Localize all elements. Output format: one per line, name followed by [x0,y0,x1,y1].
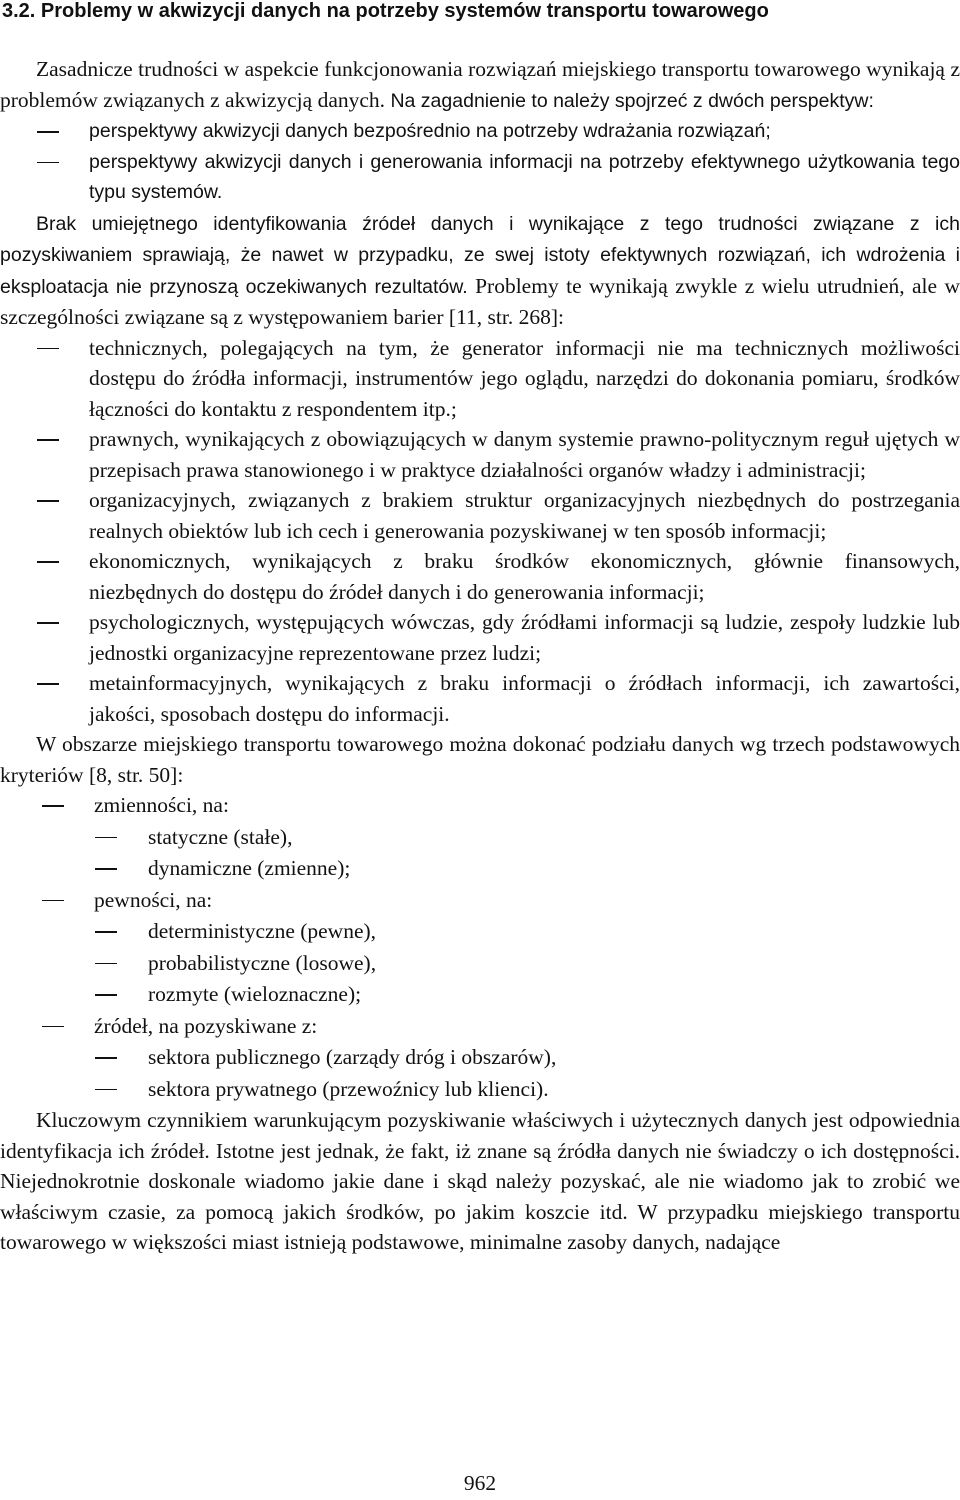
perspective-item: perspektywy akwizycji danych i generowania informacji na potrzeby efektywnego użytkowania tego typu systemów. [0,147,960,208]
criterion-label: zmienności, na: [94,793,229,817]
page-number: 962 [463,1471,497,1495]
intro-serif-text: Zasadnicze trudności w aspekcie funkcjonowania rozwiązań miejskiego transportu towarowego wynikają z problemów związanych z akwizycją danych. [0,57,960,112]
criterion-sublist [0,1042,960,1105]
criterion-item [0,790,960,822]
barriers-sans-text: Brak umiejętnego identyfikowania źródeł danych i wynikające z tego trudności związane z ich pozyskiwaniem sprawiają, że nawet w przypadku, ze swej istoty efektywnych rozwiązań, ich wdrożenia i eksploatacja nie przynoszą oczekiwanych rezultatów. [0,212,960,298]
barriers-paragraph [0,208,960,333]
barrier-item: prawnych, wynikających z obowiązujących w danym systemie prawno-politycznym reguł ujętych w przepisach prawa stanowionego i w praktyce działalności organów władzy i administracji; [0,424,960,485]
barrier-item: organizacyjnych, związanych z brakiem struktur organizacyjnych niezbędnych do postrzegania realnych obiektów lub ich cech i generowania pozyskiwanej w ten sposób informacji; [0,485,960,546]
criteria-intro-paragraph: W obszarze miejskiego transportu towarowego można dokonać podziału danych wg trzech podstawowych kryteriów [8, str. 50]: [0,732,960,787]
perspectives-list [0,116,960,208]
closing-paragraph: Kluczowym czynnikiem warunkującym pozyskiwanie właściwych i użytecznych danych jest odpowiednia identyfikacja ich źródeł. Istotne jest jednak, że fakt, iż znane są źródła danych nie świadczy o ich dostępności. Niejednokrotnie doskonale wiadomo jakie dane i skąd należy pozyskać, ale nie wiadomo jak to zrobić we właściwym czasie, za pomocą jakich środków, po jakim koszcie itd. W przypadku miejskiego transportu towarowego w większości miast istnieją podstawowe, minimalne zasoby danych, nadające [0,1108,960,1254]
barrier-item: technicznych, polegających na tym, że generator informacji nie ma technicznych możliwości dostępu do źródła informacji, instrumentów jego oglądu, narzędzi do dokonania pomiaru, środków łączności do kontaktu z respondentem itp.; [0,333,960,425]
barrier-item: ekonomicznych, wynikających z braku środków ekonomicznych, głównie finansowych, niezbędnych do dostępu do źródeł danych i do generowania informacji; [0,546,960,607]
criterion-label: źródeł, na pozyskiwane z: [94,1013,318,1038]
criteria-list [0,1011,960,1043]
barrier-item: metainformacyjnych, wynikających z braku informacji o źródłach informacji, ich zawartości, jakości, sposobach dostępu do informacji. [0,668,960,729]
criterion-label: pewności, na: [94,887,213,912]
barriers-list [0,333,960,730]
criterion-subitem: deterministyczne (pewne), [0,916,960,948]
criterion-sublist [0,822,960,885]
criterion-subitem: sektora prywatnego (przewoźnicy lub klienci). [0,1074,960,1106]
section-heading: 3.2. Problemy w akwizycji danych na potrzeby systemów transportu towarowego [2,0,769,22]
barrier-item: psychologicznych, występujących wówczas, gdy źródłami informacji są ludzie, zespoły ludzkie lub jednostki organizacyjne reprezentowane przez ludzi; [0,607,960,668]
criterion-subitem: sektora publicznego (zarządy dróg i obszarów), [0,1042,960,1074]
barriers-serif-text: Problemy te wynikają zwykle z wielu utrudnień, ale w szczególności związane są z występowaniem barier [11, str. 268]: [0,273,960,329]
criterion-sublist [0,916,960,1011]
intro-paragraph [0,54,960,116]
criterion-subitem: probabilistyczne (losowe), [0,948,960,980]
criterion-item [0,885,960,917]
criterion-item [0,1011,960,1043]
document-body [0,54,960,1258]
criteria-list [0,885,960,917]
criterion-subitem: rozmyte (wieloznaczne); [0,979,960,1011]
criterion-subitem: dynamiczne (zmienne); [0,853,960,885]
perspective-item: perspektywy akwizycji danych bezpośrednio na potrzeby wdrażania rozwiązań; [0,116,960,147]
criteria-list [0,790,960,822]
intro-sans-text: Na zagadnienie to należy spojrzeć z dwóch perspektyw: [385,89,874,112]
criterion-subitem: statyczne (stałe), [0,822,960,854]
